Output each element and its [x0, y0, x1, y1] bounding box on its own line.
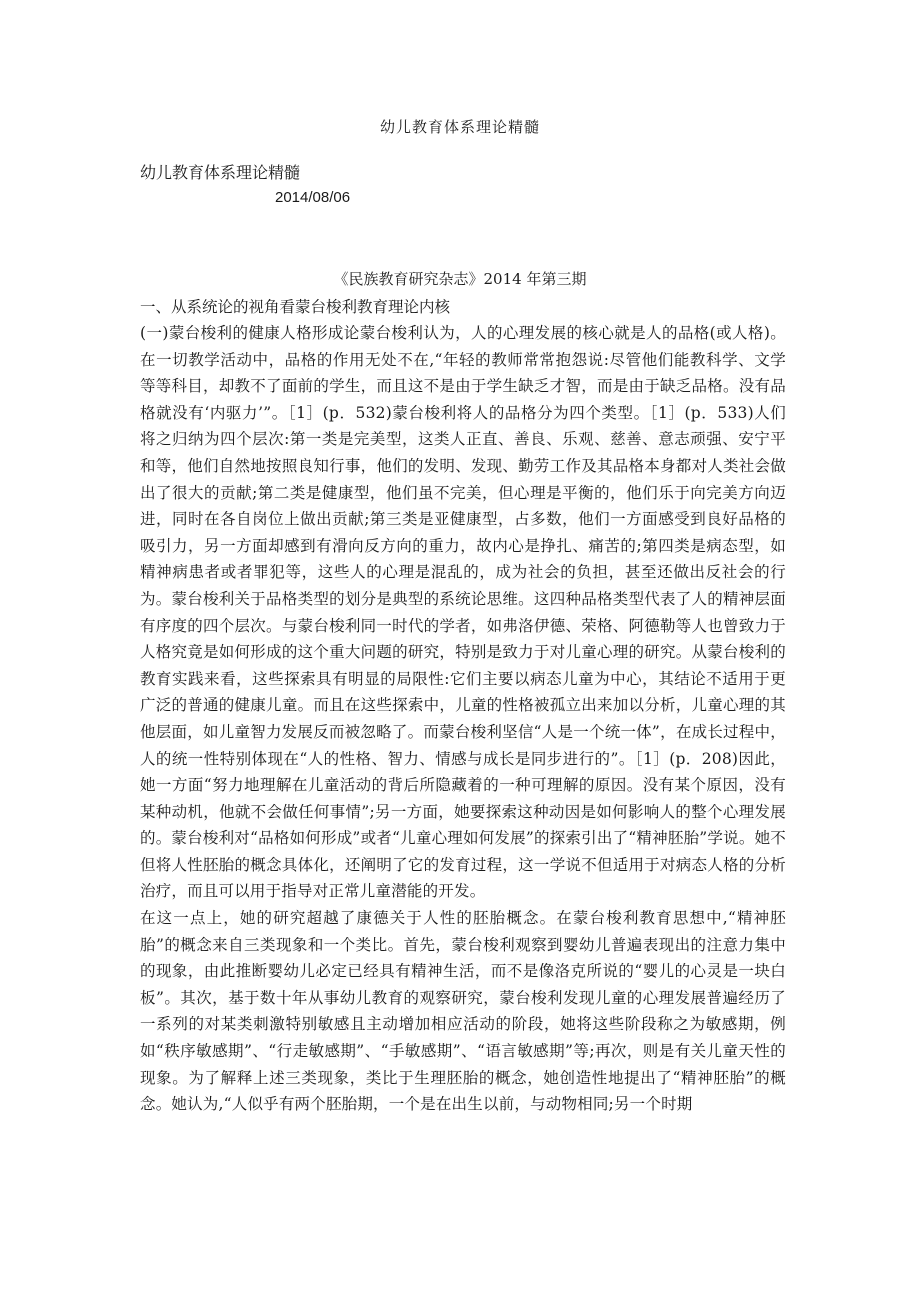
paragraph: 在这一点上，她的研究超越了康德关于人性的胚胎概念。在蒙台梭利教育思想中,“精神胚胎”的概念来自三类现象和一个类比。首先，蒙台梭利观察到婴幼儿普遍表现出的注意力集中的现象，由此推断婴幼儿必定已经具有精神生活，而不是像洛克所说的“婴儿的心灵是一块白板”。其次，基于数十年从事幼儿教育的观察研究，蒙台梭利发现儿童的心理发展普遍经历了一系列的对某类刺激特别敏感且主动增加相应活动的阶段，她将这些阶段称之为敏感期，例如“秩序敏感期”、“行走敏感期”、“手敏感期”、“语言敏感期”等;再次，则是有关儿童天性的现象。为了解释上述三类现象，类比于生理胚胎的概念，她创造性地提出了“精神胚胎”的概念。她认为,“人似乎有两个胚胎期，一个是在出生以前，与动物相同;另一个时期: [140, 909, 786, 1114]
document-date: 2014/08/06: [275, 189, 351, 206]
paragraph: (一)蒙台梭利的健康人格形成论蒙台梭利认为，人的心理发展的核心就是人的品格(或人格)。在一切教学活动中，品格的作用无处不在,“年轻的教师常常抱怨说:尽管他们能教科学、文学等等科目，却教不了面前的学生，而且这不是由于学生缺乏才智，而是由于缺乏品格。没有品格就没有‘内驱力’”。［1］(p．532)蒙台梭利将人的品格分为四个类型。［1］(p．533)人们将之归纳为四个层次:第一类是完美型，这类人正直、善良、乐观、慈善、意志顽强、安宁平和等，他们自然地按照良知行事，他们的发明、发现、勤劳工作及其品格本身都对人类社会做出了很大的贡献;第二类是健康型，他们虽不完美，但心理是平衡的，他们乐于向完美方向迈进，同时在各自岗位上做出贡献;第三类是亚健康型，占多数，他们一方面感受到良好品格的吸引力，另一方面却感到有滑向反方向的重力，故内心是挣扎、痛苦的;第四类是病态型，如精神病患者或者罪犯等，这些人的心理是混乱的，成为社会的负担，甚至还做出反社会的行为。蒙台梭利关于品格类型的划分是典型的系统论思维。这四种品格类型代表了人的精神层面有序度的四个层次。与蒙台梭利同一时代的学者，如弗洛伊德、荣格、阿德勒等人也曾致力于人格究竟是如何形成的这个重大问题的研究，特别是致力于对儿童心理的研究。从蒙台梭利的教育实践来看，这些探索具有明显的局限性:它们主要以病态儿童为中心，其结论不适用于更广泛的普通的健康儿童。而且在这些探索中，儿童的性格被孤立出来加以分析，儿童心理的其他层面，如儿童智力发展反而被忽略了。而蒙台梭利坚信“人是一个统一体”，在成长过程中，人的统一性特别体现在“人的性格、智力、情感与成长是同步进行的”。［1］(p．208)因此，她一方面“努力地理解在儿童活动的背后所隐藏着的一种可理解的原因。没有某个原因，没有某种动机，他就不会做任何事情”;另一方面，她要探索这种动因是如何影响人的整个心理发展的。蒙台梭利对“品格如何形成”或者“儿童心理如何发展”的探索引出了“精神胚胎”学说。她不但将人性胚胎的概念具体化，还阐明了它的发育过程，这一学说不但适用于对病态人格的分析治疗，而且可以用于指导对正常儿童潜能的开发。: [140, 324, 786, 901]
source-citation: 《民族教育研究杂志》2014 年第三期: [333, 270, 587, 288]
body-text: [140, 320, 786, 1118]
document-title: 幼儿教育体系理论精髓: [379, 118, 540, 136]
document-subtitle: 幼儿教育体系理论精髓: [140, 163, 301, 182]
section-heading: 一、从系统论的视角看蒙台梭利教育理论内核: [140, 298, 451, 316]
